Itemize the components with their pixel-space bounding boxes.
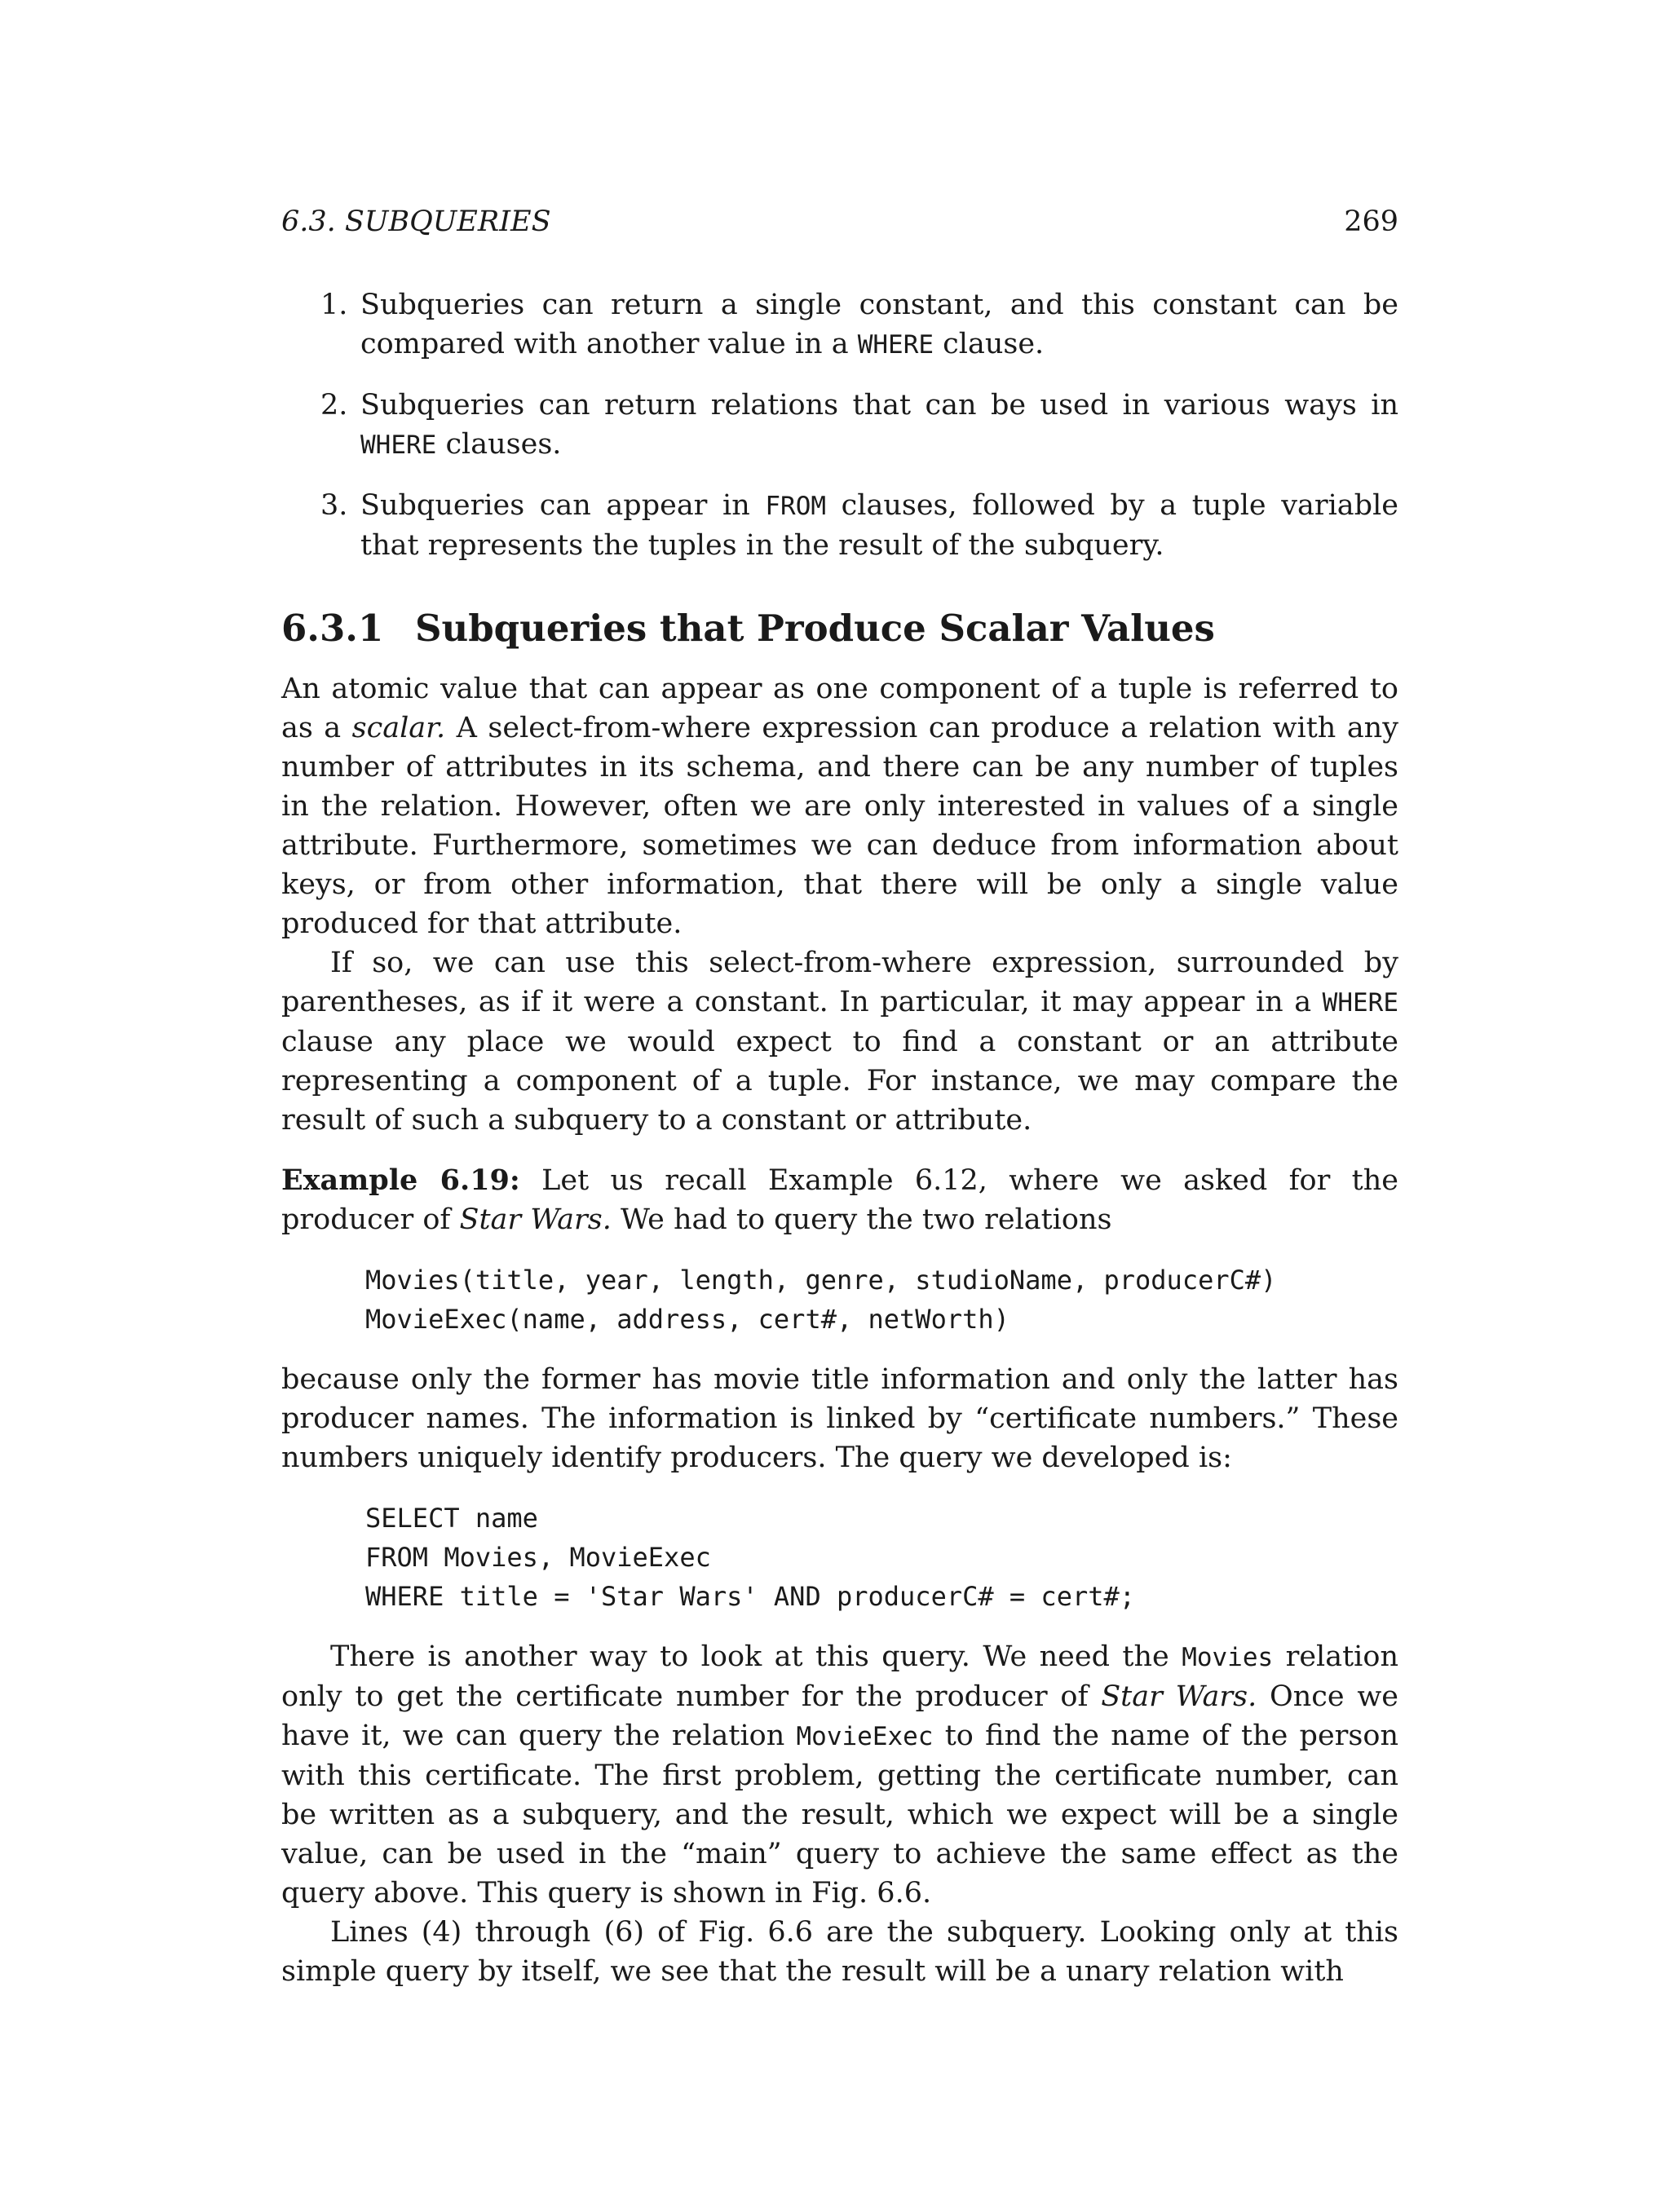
paragraph-text: to find the name of the person with this certificate. The first problem, getting the certificate number, can be written as a subquery, and the result, which we expect will be a single value, can be used in the “main” query to achieve the same effect as the query above. This query is shown in Fig. 6.6. [281,1720,1398,1910]
section-number: 6.3.1 [281,607,384,650]
sql-keyword: WHERE [360,430,437,460]
list-number: 1. [320,289,348,321]
code-line: FROM Movies, MovieExec [365,1542,711,1573]
list-text: clauses. [436,428,562,461]
page-number: 269 [1344,205,1398,238]
sql-keyword: WHERE [857,330,934,360]
body-paragraph [281,669,1398,943]
paragraph-text: clause any place we would expect to find a constant or an attribute representing a component of a tuple. For instance, we may compare the result of such a subquery to a constant or attribute. [281,1026,1398,1137]
section-heading [281,604,1398,653]
sql-keyword: WHERE [1322,988,1398,1018]
code-line: SELECT name [365,1503,538,1534]
body-paragraph: because only the former has movie title information and only the latter has producer names. The information is linked by “certificate numbers.” These numbers uniquely identify producers. The query we developed is: [281,1363,1398,1474]
relation-name: MovieExec [796,1722,934,1751]
list-number: 3. [320,489,348,522]
relation-name: Movies [1182,1643,1274,1672]
running-header [281,204,1398,240]
body-paragraph: Lines (4) through (6) of Fig. 6.6 are the subquery. Looking only at this simple query by itself, we see that the result will be a unary relation with [281,1916,1398,1988]
paragraph-text: We had to query the two relations [611,1203,1112,1236]
emphasis-term: scalar. [351,712,446,744]
code-line: WHERE title = 'Star Wars' AND producerC# = cert#; [365,1581,1136,1612]
body-paragraph [281,1637,1398,1913]
list-text: clauses, followed by a tuple variable that represents the tuples in the result of the subquery. [360,489,1398,562]
paragraph-text: A select-from-where expression can produce a relation with any number of attributes in its schema, and there can be any number of tuples in the relation. However, often we are only interested in values of a single attribute. Furthermore, sometimes we can deduce from information about keys, or from other information, that there will be only a single value produced for that attribute. [281,712,1398,940]
list-item [281,486,1398,565]
movie-title: Star Wars. [1101,1680,1257,1713]
paragraph-text: Let us recall Example 6.12, where we asked for the producer of [281,1164,1398,1236]
page-body [281,285,1398,1991]
code-line: Movies(title, year, length, genre, studioName, producerC#) [365,1265,1277,1296]
list-item [281,386,1398,465]
code-line: MovieExec(name, address, cert#, netWorth) [365,1304,1010,1335]
paragraph-text: If so, we can use this select-from-where expression, surrounded by parentheses, as if it were a constant. In particular, it may appear in a [281,947,1398,1018]
paragraph-text: There is another way to look at this query. We need the [330,1640,1182,1673]
paragraph-text: relation only to get the certificate number for the producer of [281,1640,1398,1713]
example-label: Example 6.19: [281,1163,520,1197]
list-text: Subqueries can appear in [360,489,766,522]
body-paragraph [281,943,1398,1140]
list-text: Subqueries can return relations that can be used in various ways in [360,389,1398,422]
movie-title: Star Wars. [459,1203,612,1236]
header-section-title: 6.3. SUBQUERIES [281,205,551,238]
paragraph-text: Once we have it, we can query the relation [281,1680,1398,1752]
list-text: clause. [934,328,1045,360]
list-item [281,285,1398,364]
sql-query-block [365,1499,1398,1616]
paragraph-text: An atomic value that can appear as one component of a tuple is referred to as a [281,673,1398,744]
list-number: 2. [320,389,348,422]
sql-keyword: FROM [765,492,827,521]
schema-code-block [365,1261,1398,1339]
section-title: Subqueries that Produce Scalar Values [415,607,1215,650]
list-text: Subqueries can return a single constant, and this constant can be compared with another value in a [360,289,1398,360]
example-paragraph [281,1161,1398,1239]
